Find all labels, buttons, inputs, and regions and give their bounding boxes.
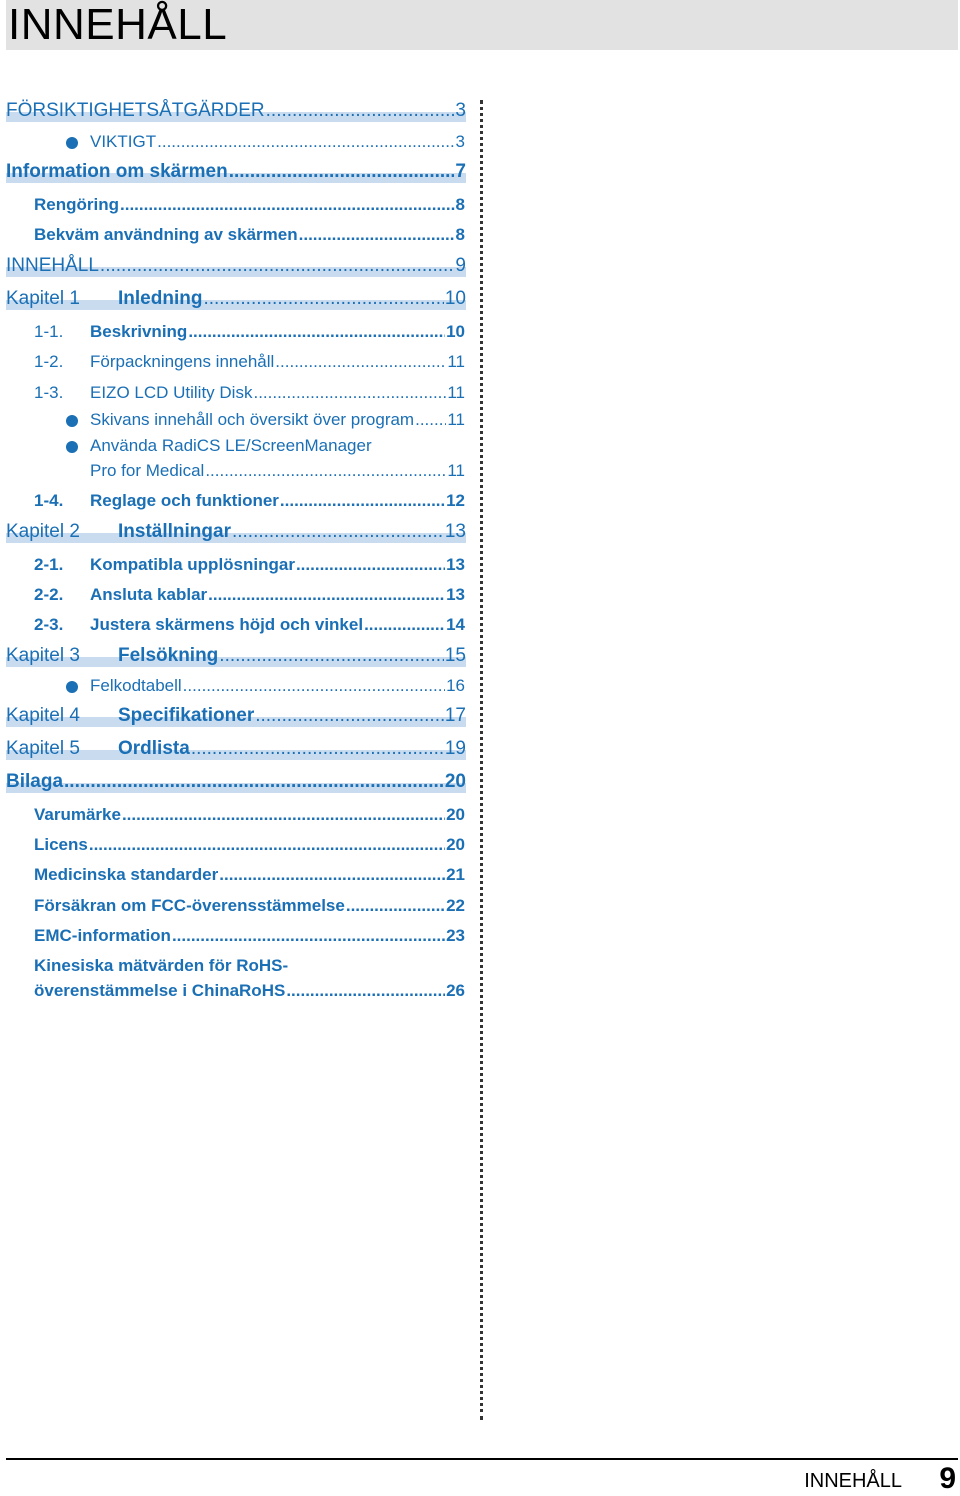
toc-entry[interactable]: 1-2. Förpackningens innehåll ..... 11 <box>34 352 465 372</box>
toc-entry[interactable]: 2-2. Ansluta kablar ..... 13 <box>34 585 465 605</box>
toc-entry-line[interactable]: Kinesiska mätvärden för RoHS- <box>34 956 289 975</box>
toc-entry[interactable]: Kapitel 3 Felsökning ..... 15 <box>6 645 466 667</box>
toc-entry[interactable]: 1-4. Reglage och funktioner ..... 12 <box>34 491 465 511</box>
toc-entry[interactable]: Pro for Medical ..... 11 <box>90 461 465 481</box>
toc-entry[interactable]: 2-3. Justera skärmens höjd och vinkel ..... 14 <box>34 615 465 635</box>
toc-entry[interactable]: FÖRSIKTIGHETSÅTGÄRDER ..... 3 <box>6 100 466 122</box>
toc-entry[interactable]: Skivans innehåll och översikt över program ..... 11 <box>90 410 465 430</box>
toc-entry[interactable]: Varumärke ..... 20 <box>34 805 465 825</box>
toc-entry[interactable]: Kapitel 2 Inställningar ..... 13 <box>6 521 466 543</box>
toc-entry-line[interactable]: Använda RadiCS LE/ScreenManager <box>90 436 372 455</box>
toc-entry[interactable]: Kapitel 1 Inledning ..... 10 <box>6 288 466 310</box>
toc-entry[interactable]: Medicinska standarder ..... 21 <box>34 865 465 885</box>
page-title: INNEHÅLL <box>8 0 228 49</box>
toc-entry[interactable]: 2-1. Kompatibla upplösningar ..... 13 <box>34 555 465 575</box>
column-divider <box>480 100 483 1420</box>
toc-entry[interactable]: Kapitel 4 Specifikationer ..... 17 <box>6 705 466 727</box>
toc-entry[interactable]: 1-3. EIZO LCD Utility Disk ..... 11 <box>34 383 465 403</box>
toc-entry[interactable]: Rengöring ..... 8 <box>34 195 465 215</box>
toc-entry[interactable]: överenstämmelse i ChinaRoHS ..... 26 <box>34 981 465 1001</box>
bullet-icon <box>66 415 78 427</box>
toc-entry[interactable]: Kapitel 5 Ordlista ..... 19 <box>6 738 466 760</box>
footer-section-label: INNEHÅLL <box>804 1470 902 1492</box>
bullet-icon <box>66 681 78 693</box>
bullet-icon <box>66 441 78 453</box>
toc-entry[interactable]: VIKTIGT ..... 3 <box>90 132 465 152</box>
toc-entry[interactable]: INNEHÅLL ..... 9 <box>6 255 466 277</box>
toc-entry[interactable]: Information om skärmen ..... 7 <box>6 161 466 183</box>
footer-page-number: 9 <box>939 1462 956 1495</box>
toc-entry[interactable]: Bekväm användning av skärmen ..... 8 <box>34 225 465 245</box>
bullet-icon <box>66 137 78 149</box>
toc-entry[interactable]: Försäkran om FCC-överensstämmelse ..... 22 <box>34 896 465 916</box>
toc-entry[interactable]: 1-1. Beskrivning ..... 10 <box>34 322 465 342</box>
footer-rule <box>6 1458 958 1460</box>
toc-entry[interactable]: Bilaga ..... 20 <box>6 771 466 793</box>
page-header <box>6 0 958 50</box>
toc-entry[interactable]: Licens ..... 20 <box>34 835 465 855</box>
toc-entry[interactable]: EMC-information ..... 23 <box>34 926 465 946</box>
toc-entry[interactable]: Felkodtabell ..... 16 <box>90 676 465 696</box>
